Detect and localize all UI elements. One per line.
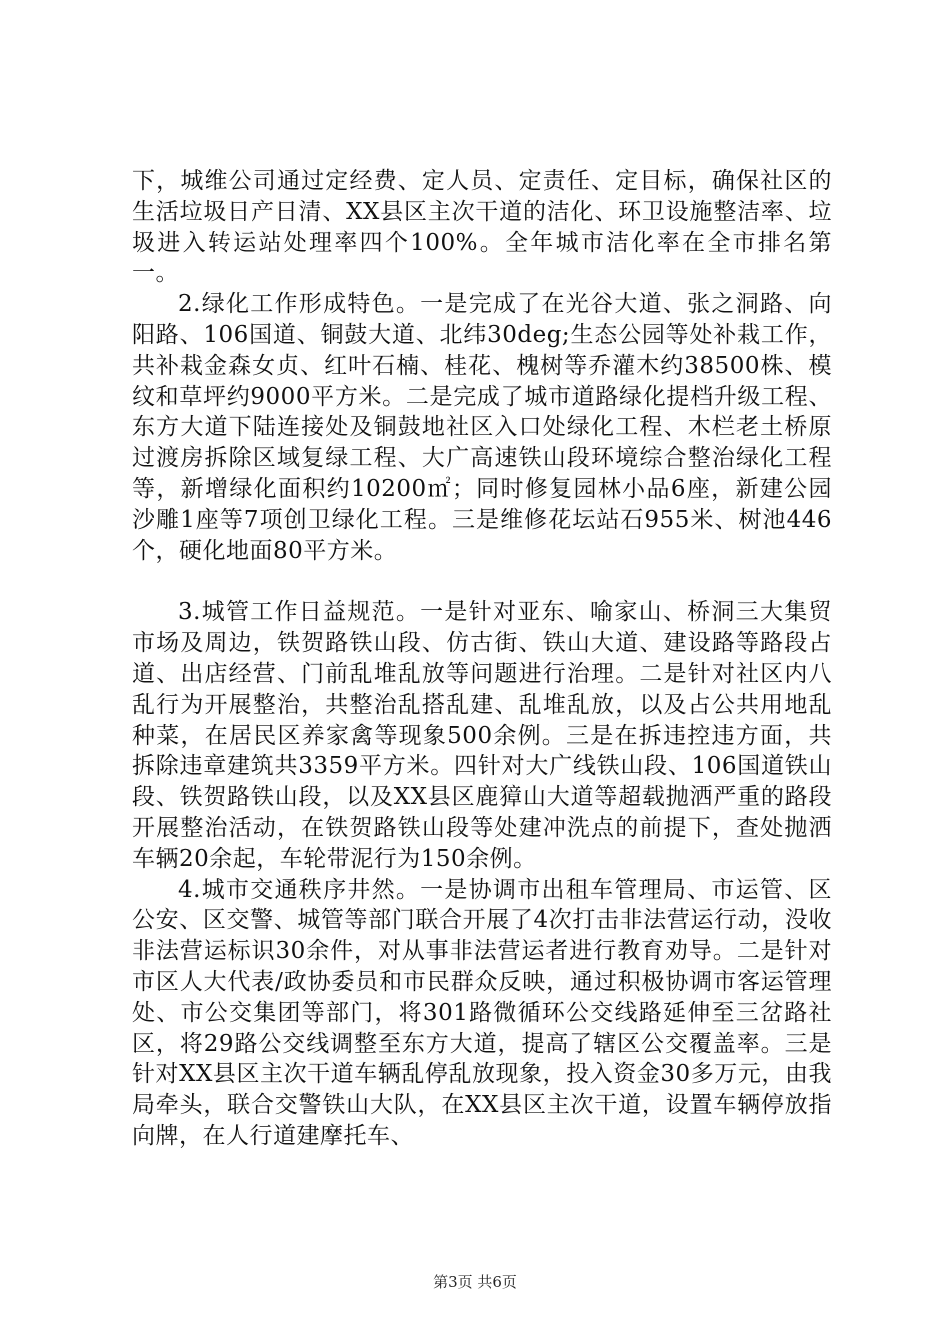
paragraph-greening: 2.绿化工作形成特色。一是完成了在光谷大道、张之洞路、向阳路、106国道、铜鼓大道、北纬30deg;生态公园等处补栽工作，共补栽金森女贞、红叶石楠、桂花、槐树等乔灌木约38500株、模纹和草坪约9000平方米。二是完成了城市道路绿化提档升级工程、东方大道下陆连接处及铜鼓地社区入口处绿化工程、木栏老土桥原过渡房拆除区域复绿工程、大广高速铁山段环境综合整治绿化工程等，新增绿化面积约10200㎡；同时修复园林小品6座，新建公园沙雕1座等7项创卫绿化工程。三是维修花坛站石955米、树池446个，硬化地面80平方米。 bbox=[132, 291, 832, 564]
document-body bbox=[132, 166, 832, 1152]
paragraph-city-management: 3.城管工作日益规范。一是针对亚东、喻家山、桥洞三大集贸市场及周边，铁贺路铁山段、仿古街、铁山大道、建设路等路段占道、出店经营、门前乱堆乱放等问题进行治理。二是针对社区内八乱行为开展整治，共整治乱搭乱建、乱堆乱放，以及占公共用地乱种菜，在居民区养家禽等现象500余例。三是在拆违控违方面，共拆除违章建筑共3359平方米。四针对大广线铁山段、106国道铁山段、铁贺路铁山段，以及XX县区鹿獐山大道等超载抛洒严重的路段开展整治活动，在铁贺路铁山段等处建冲洗点的前提下，查处抛洒车辆20余起，车轮带泥行为150余例。 bbox=[132, 599, 832, 872]
page-number-footer: 第3页 共6页 bbox=[433, 1273, 517, 1291]
paragraph-traffic-order: 4.城市交通秩序井然。一是协调市出租车管理局、市运管、区公安、区交警、城管等部门联合开展了4次打击非法营运行动，没收非法营运标识30余件，对从事非法营运者进行教育劝导。二是针对市区人大代表/政协委员和市民群众反映，通过积极协调市客运管理处、市公交集团等部门，将301路微循环公交线路延伸至三岔路社区，将29路公交线调整至东方大道，提高了辖区公交覆盖率。三是针对XX县区主次干道车辆乱停乱放现象，投入资金30多万元，由我局牵头，联合交警铁山大队，在XX县区主次干道，设置车辆停放指向牌，在人行道建摩托车、 bbox=[132, 876, 832, 1149]
paragraph-continuation: 下，城维公司通过定经费、定人员、定责任、定目标，确保社区的生活垃圾日产日清、XX县区主次干道的洁化、环卫设施整洁率、垃圾进入转运站处理率四个100%。全年城市洁化率在全市排名第一。 bbox=[132, 168, 832, 287]
